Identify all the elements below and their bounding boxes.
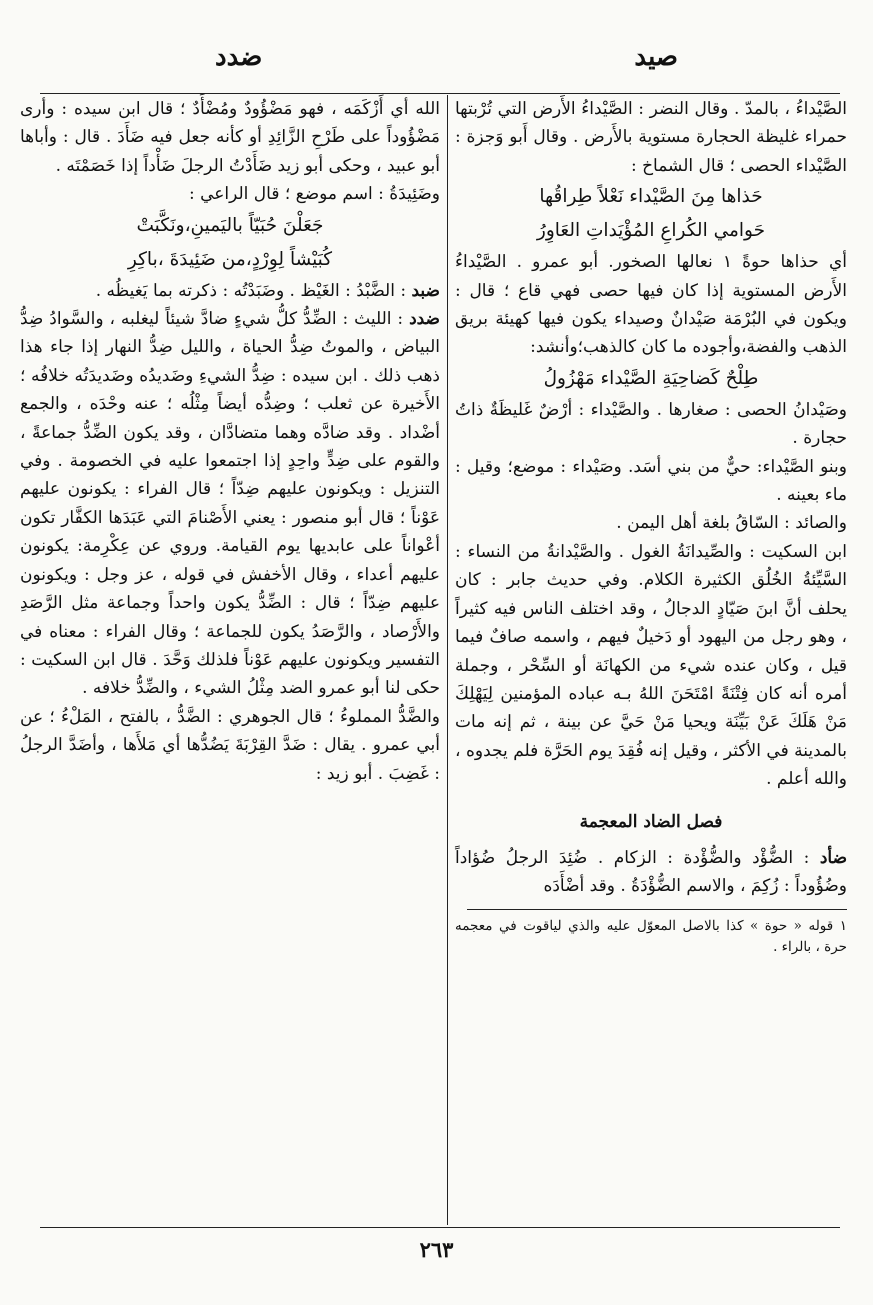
entry-text: : الليث : الضِّدُّ كلُّ شيءٍ ضادَّ شيئاً ليغلبه ، والسَّوادُ ضِدُّ البياض ، والموتُ ضِدُّ الحياة ، والليل ضِدُّ النهار إذا جاء هذا ذهب ذلك . ابن سيده : ضِدُّ الشيءِ وضَديدُه وضَديدَتُه خلافُه ؛ الأَخيرة عن ثعلب ؛ وضِدُّه أيضاً مِثْلُه ؛ عنه وحْدَه ، والجمع أضْداد . وقد ضادَّه وهما متضادَّان ، وقد يكون الضِّدُّ جماعةً ، والقوم على ضِدٍّ واحِدٍ إذا اجتمعوا عليه في الخصومة . وفي التنزيل : ويكونون عليهم ضِدّاً ؛ قال الفراء : يكونون عليهم عَوْناً ؛ قال أبو منصور : يعني الأَصْنامَ التي عَبَدَها الكفَّار تكون أعْواناً على عابديها يوم القيامة. وروي عن عِكْرِمة: يكونون عليهم أعداء ، وقال الأخفش في قوله ، عز وجل : ويكونون عليهم ضِدّاً ؛ قال : الضِّدُّ يكون واحداً وجماعة مثل الرَّصَدِ والأَرْصاد ، والرَّصَدُ يكون للجماعة ؛ وقال الفراء : معناه في التفسير ويكونون عليهم عَوْناً فلذلك وَحَّدَ . قال ابن السكيت : حكى لنا أبو عمرو الضد مِثْلُ الشيء ، والضِّدُّ خلافه . bbox=[20, 309, 440, 699]
running-header-right: صيد bbox=[634, 42, 678, 72]
footnote: ١ قوله « حوة » كذا بالاصل المعوّل عليه والذي لياقوت في معجمه حرة ، بالراء . bbox=[455, 917, 847, 955]
verse-line: حَذاها مِنَ الصَّيْداء نَعْلاً طِراقُها bbox=[539, 186, 763, 208]
entry-paragraph: الصَّيْداءُ ، بالمدّ . وقال النضر : الصَّيْداءُ الأَرض التي تُرْبتها حمراء غليظة الحجارة مستوية بالأَرض . وقال أَبو وَجزة : الصَّيْداء الحصى ؛ قال الشماخ : bbox=[455, 99, 847, 176]
page-number: ٢٦٣ bbox=[419, 1237, 454, 1262]
header-rule bbox=[40, 93, 840, 94]
running-header-left: ضدد bbox=[215, 42, 263, 72]
entry-paragraph: أي حذاها حوةً ١ نعالها الصخور. أبو عمرو . الصَّيْداءُ الأَرض المستوية إذا كان فيها حصى فهي قاع ؛ قال : ويكون في البُرْمَة صَيْدانٌ وصيداء يكون فيها كهيئة بريق الذهب والفضة،وأجوده ما كان كالذهب؛وأنشد: bbox=[455, 252, 847, 358]
entry-paragraph: وبنو الصَّيْداء: حيٌّ من بني أسَد. وصَيْداء : موضع؛ وقيل : ماء بعينه . bbox=[455, 456, 847, 506]
verse-line: جَعَلْنَ حُبَيّاً باليَمينِ،ونَكَّبَتْ bbox=[136, 214, 324, 236]
entry-paragraph: وضَئِيدَةُ : اسم موضع ؛ قال الراعي : bbox=[188, 184, 440, 205]
entry-paragraph bbox=[20, 277, 440, 305]
verse-line: كُبَيْشاً لِوِرْدٍ،من ضَئِيدَةَ ،باكِرِ bbox=[127, 248, 333, 270]
entry-paragraph: وصَيْدانُ الحصى : صغارها . والصَّيْداء : أرْضٌ غَليظَةٌ ذاتُ حجارة . bbox=[455, 399, 847, 449]
footnote-rule bbox=[467, 909, 847, 910]
left-column bbox=[20, 95, 440, 788]
entry-text: : الضَّبْدُ : الغَيْظ . وضَبَدْتُه : ذكرته بما يَغيظُه . bbox=[95, 280, 412, 301]
entry-paragraph: والصائد : السّاقُ بلغة أهل اليمن . bbox=[616, 513, 847, 534]
column-divider bbox=[447, 95, 448, 1225]
verse-line: حَوامي الكُراعِ المُؤْيَداتِ العَاوِرُ bbox=[536, 220, 766, 242]
verse-line: طِلْحٌ كَضاحِيَةِ الصَّيْداء مَهْزُولُ bbox=[543, 367, 759, 389]
entry-paragraph: ابن السكيت : والصِّيدانَةُ الغول . والصَّيْدانةُ من النساء : السَّيِّئةُ الخُلُق الكثيرة الكلام. وفي حديث جابر : كان يحلف أنَّ ابنَ صَيّادٍ الدجالُ ، وقد اختلف الناس فيه كثيراً ، وهو رجل من اليهود أو دَخيلٌ فيهم ، واسمه صافٌ فيما قيل ، وكان عنده شيء من الكهانَة أو السِّحْر ، وجملة أمره أنه كان فِتْنَةً امْتَحَنَ اللهُ بـه عباده المؤمنين لِيَهْلِكَ مَنْ هَلَكَ عَنْ بَيِّنَة ويحيا مَنْ حَيَّ عن بينة ، ثم إنه مات بالمدينة في الأكثر ، وقيل إنه فُقِدَ يوم الحَرَّة فلم يجدوه ، والله أعلم . bbox=[455, 541, 847, 790]
entry-paragraph bbox=[455, 844, 847, 901]
right-column bbox=[455, 95, 847, 958]
headword: ضبد bbox=[411, 280, 440, 301]
entry-paragraph: والضَّدُّ المملوءُ ؛ قال الجوهري : الضَّدُّ ، بالفتح ، المَلْءُ ؛ عن أبي عمرو . يقال : ضَدَّ القِرْبَةَ يَضُدُّها أي مَلأَها ، وأضَدَّ الرجلُ : غَضِبَ . أبو زيد : bbox=[20, 706, 440, 784]
section-heading: فصل الضاد المعجمة bbox=[579, 811, 723, 832]
headword: ضأد bbox=[819, 847, 847, 868]
entry-paragraph bbox=[20, 305, 440, 703]
footer-rule bbox=[40, 1227, 840, 1228]
entry-paragraph: الله أي أَزْكَمَه ، فهو مَضْؤُودٌ ومُضْأَدٌ ؛ قال ابن سيده : وأرى مَضْؤُوداً على طَرْحِ الزَّائِدِ أو كأنه جعل فيه ضَأَدَ . قال : وأباها أبو عبيد ، وحكى أبو زيد ضَأَدْتُ الرجلَ ضَأْداً إذا خَصَمْتَه . bbox=[20, 99, 440, 176]
entry-text: : الضُّؤْد والضُّؤْدة : الزكام . ضُئِدَ الرجلُ ضُؤاداً وضُؤُوداً : زُكِمَ ، والاسم الضُّؤْدَةُ . وقد أضْأَدَه bbox=[455, 847, 847, 897]
headword: ضدد bbox=[409, 309, 440, 330]
